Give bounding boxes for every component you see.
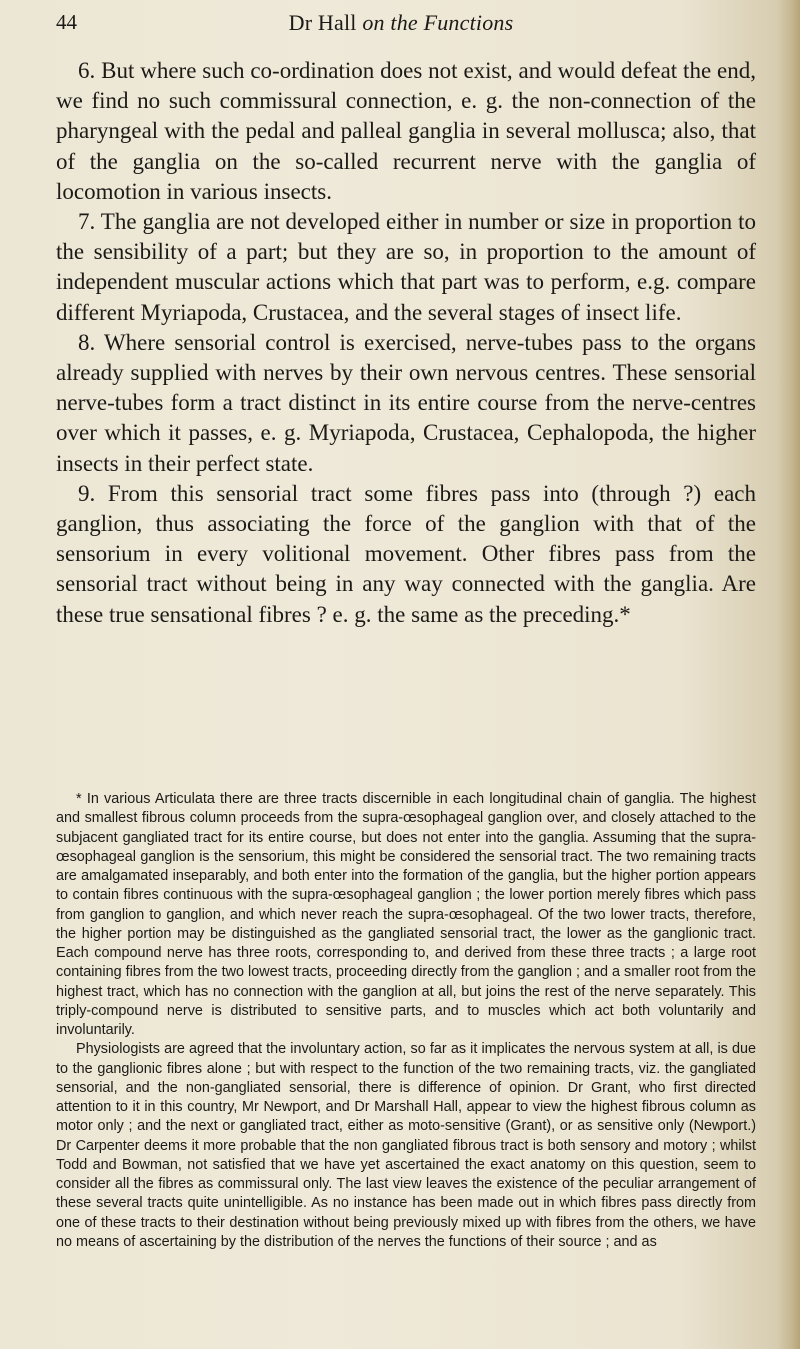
footnote-paragraph-1: * In various Articulata there are three tracts discernible in each longitudinal chain of ganglia. The highest and smallest fibrous column proceeds from the supra-œsophageal ganglion over, and closely attached to the subjacent gangliated tract for its entire course, but does not enter into the ganglia. Assuming that the supra-œsophageal ganglion is the sensorium, this might be considered the sensorial tract. The two remaining tracts are amalgamated inseparably, and both enter into the formation of the ganglia, but the higher portion appears to contain fibres continuous with the supra-œsophageal ganglion ; the lower portion merely fibres which pass from ganglion to ganglion, and which never reach the supra-œsophageal. Of the two lower tracts, therefore, the higher portion may be distinguished as the gangliated sensorial tract, the lower as the ganglionic tract. Each compound nerve has three roots, corresponding to, and derived from these three tracts ; a large root containing fibres from the two lowest tracts, proceeding directly from the ganglion ; and a smaller root from the highest tract, which has no connection with the ganglion at all, but joins the rest of the nerve separately. This triply-compound nerve is distributed to sensitive parts, and to muscles which act both voluntarily and involuntarily. <box>56 791 756 1038</box>
paragraph-8: 8. Where sensorial control is exercised, nerve-tubes pass to the organs already supplied with nerves by their own nervous centres. These sensorial nerve-tubes form a tract distinct in its entire course from the nerve-centres over which it passes, e. g. Myriapoda, Crustacea, Cephalopoda, the higher insects in their perfect state. <box>56 329 756 476</box>
running-head <box>56 10 746 36</box>
footnote <box>56 790 756 1252</box>
paragraph-9: 9. From this sensorial tract some fibres pass into (through ?) each ganglion, thus associating the force of the ganglion with that of the sensorium in every volitional movement. Other fibres pass from the sensorial tract without being in any way connected with the ganglia. Are these true sensational fibres ? e. g. the same as the preceding.* <box>56 480 756 627</box>
running-head-author: Dr Hall <box>288 10 363 35</box>
paragraph-6: 6. But where such co-ordination does not exist, and would defeat the end, we find no such commissural connection, e. g. the non-connection of the pharyngeal with the pedal and palleal ganglia in several mollusca; also, that of the ganglia on the so-called recurrent nerve with the ganglia of locomotion in various insects. <box>56 58 756 204</box>
main-text <box>56 56 756 630</box>
footnote-paragraph-2: Physiologists are agreed that the involuntary action, so far as it implicates the nervous system at all, is due to the ganglionic fibres alone ; but with respect to the function of the two remaining tracts, viz. the gangliated sensorial, and the non-gangliated sensorial, there is difference of opinion. Dr Grant, who first directed attention to it in this country, Mr Newport, and Dr Marshall Hall, appear to view the highest fibrous column as motor only ; and the next or gangliated tract, either as moto-sensitive (Grant), or as sensitive only (Newport.) Dr Carpenter deems it more probable that the non gangliated fibrous tract is both sensory and motory ; whilst Todd and Bowman, not satisfied that we have yet ascertained the exact anatomy on this question, seem to consider all the fibres as commissural only. The last view leaves the existence of the peculiar arrangement of these several tracts quite unintelligible. As no instance has been made out in which fibres pass directly from one of these tracts to their destination without being previously mixed up with fibres from the others, we have no means of ascertaining by the distribution of the nerves the functions of their source ; and as <box>56 1041 756 1250</box>
running-head-title: on the Functions <box>362 10 514 35</box>
page-edge-shadow <box>778 0 800 1349</box>
paragraph-7: 7. The ganglia are not developed either in number or size in proportion to the sensibility of a part; but they are so, in proportion to the amount of independent muscular actions which that part was to perform, e.g. compare different Myriapoda, Crustacea, and the several stages of insect life. <box>56 209 756 325</box>
page-header <box>56 10 746 44</box>
page-number: 44 <box>56 10 77 34</box>
